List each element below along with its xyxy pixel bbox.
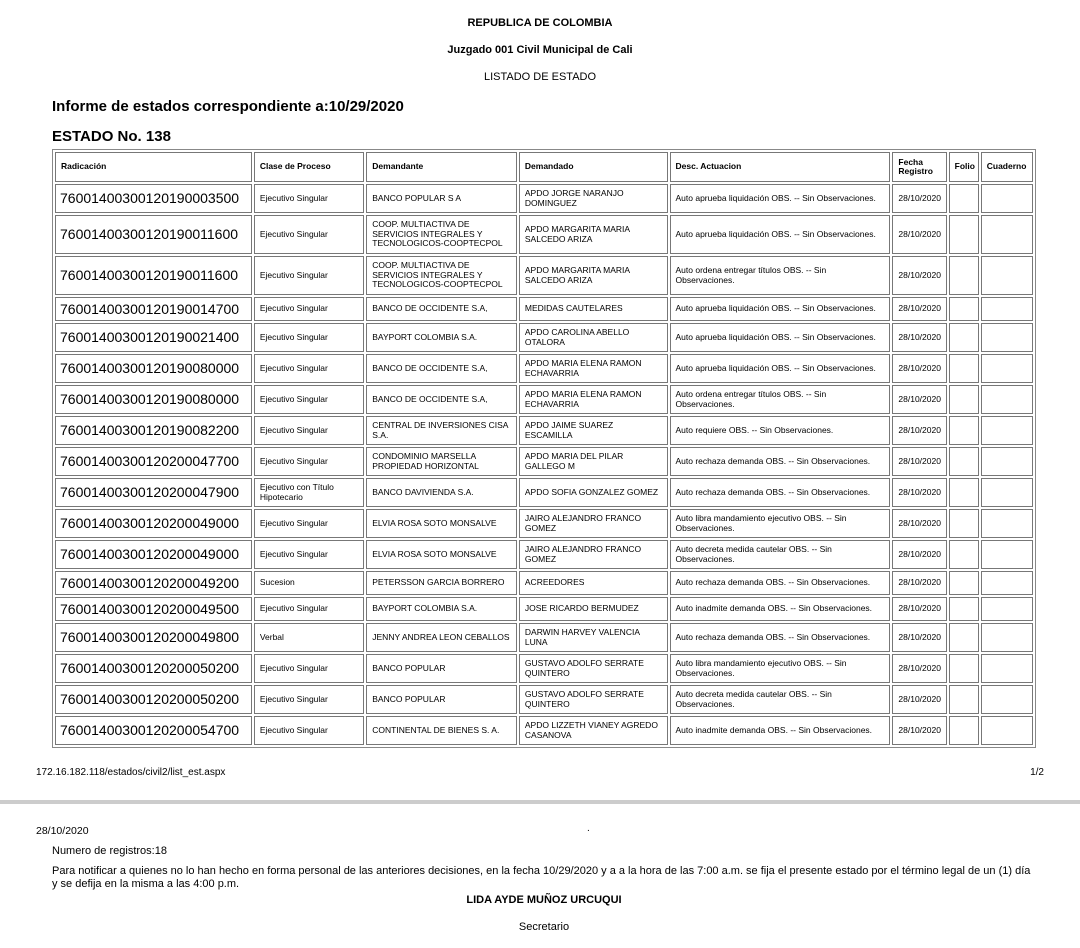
cell-desc-actuacion: Auto aprueba liquidación OBS. -- Sin Observaciones. [670,215,891,254]
cell-cuaderno [981,685,1033,714]
cell-demandante: PETERSSON GARCIA BORRERO [366,571,517,595]
cell-radicacion: 76001400300120200049000 [55,540,252,569]
table-row [55,385,1033,414]
cell-desc-actuacion: Auto rechaza demanda OBS. -- Sin Observaciones. [670,478,891,507]
cell-folio [949,297,979,321]
cell-demandado: APDO MARIA ELENA RAMON ECHAVARRIA [519,385,668,414]
cell-cuaderno [981,623,1033,652]
table-header-row [55,152,1033,182]
table-body [55,184,1033,745]
cell-demandado: APDO MARGARITA MARIA SALCEDO ARIZA [519,256,668,295]
cell-demandante: COOP. MULTIACTIVA DE SERVICIOS INTEGRALES Y TECNOLOGICOS-COOPTECPOL [366,215,517,254]
footer-url: 172.16.182.118/estados/civil2/list_est.aspx [36,767,226,778]
cell-demandante: BANCO DE OCCIDENTE S.A, [366,385,517,414]
cell-cuaderno [981,509,1033,538]
cell-desc-actuacion: Auto inadmite demanda OBS. -- Sin Observaciones. [670,716,891,745]
cell-fecha-registro: 28/10/2020 [892,571,946,595]
table-row [55,478,1033,507]
cell-demandado: JAIRO ALEJANDRO FRANCO GOMEZ [519,509,668,538]
cell-radicacion: 76001400300120200049200 [55,571,252,595]
cell-clase-proceso: Ejecutivo Singular [254,685,364,714]
cell-desc-actuacion: Auto ordena entregar títulos OBS. -- Sin Observaciones. [670,256,891,295]
record-count: Numero de registros:18 [52,845,167,857]
cell-demandante: BAYPORT COLOMBIA S.A. [366,597,517,621]
cell-radicacion: 76001400300120200049000 [55,509,252,538]
table-row [55,540,1033,569]
table-row [55,716,1033,745]
cell-demandado: APDO CAROLINA ABELLO OTALORA [519,323,668,352]
cell-fecha-registro: 28/10/2020 [892,215,946,254]
cell-fecha-registro: 28/10/2020 [892,256,946,295]
cell-folio [949,447,979,476]
cell-folio [949,597,979,621]
cell-cuaderno [981,478,1033,507]
cell-demandante: BAYPORT COLOMBIA S.A. [366,323,517,352]
estado-title: ESTADO No. 138 [52,128,171,145]
cell-demandado: GUSTAVO ADOLFO SERRATE QUINTERO [519,685,668,714]
table-row [55,416,1033,445]
cell-demandado: JAIRO ALEJANDRO FRANCO GOMEZ [519,540,668,569]
cell-folio [949,354,979,383]
page-number: 1/2 [1030,767,1044,778]
cell-fecha-registro: 28/10/2020 [892,716,946,745]
cell-radicacion: 76001400300120200047900 [55,478,252,507]
cell-cuaderno [981,354,1033,383]
cell-fecha-registro: 28/10/2020 [892,540,946,569]
cell-fecha-registro: 28/10/2020 [892,354,946,383]
cell-radicacion: 76001400300120190082200 [55,416,252,445]
cell-demandado: APDO LIZZETH VIANEY AGREDO CASANOVA [519,716,668,745]
notification-text: Para notificar a quienes no lo han hecho en forma personal de las anteriores decisiones, en la fecha 10/29/2020 y a a la hora de las 7:00 a.m. se fija el presente estado por el término legal de un (1) día y se defija en la misma a las 4:00 p.m. [52,865,1031,890]
col-demandado: Demandado [519,152,668,182]
cell-radicacion: 76001400300120190014700 [55,297,252,321]
cell-folio [949,323,979,352]
table-row [55,685,1033,714]
cell-radicacion: 76001400300120190011600 [55,256,252,295]
col-desc-actuacion: Desc. Actuacion [670,152,891,182]
cell-clase-proceso: Ejecutivo Singular [254,354,364,383]
cell-desc-actuacion: Auto rechaza demanda OBS. -- Sin Observaciones. [670,571,891,595]
cell-clase-proceso: Ejecutivo Singular [254,540,364,569]
cell-clase-proceso: Ejecutivo Singular [254,716,364,745]
cell-radicacion: 76001400300120190021400 [55,323,252,352]
cell-demandado: APDO MARGARITA MARIA SALCEDO ARIZA [519,215,668,254]
cell-clase-proceso: Ejecutivo Singular [254,509,364,538]
cell-clase-proceso: Ejecutivo Singular [254,256,364,295]
cell-fecha-registro: 28/10/2020 [892,184,946,213]
cell-desc-actuacion: Auto decreta medida cautelar OBS. -- Sin Observaciones. [670,685,891,714]
cell-demandado: JOSE RICARDO BERMUDEZ [519,597,668,621]
cell-demandante: JENNY ANDREA LEON CEBALLOS [366,623,517,652]
table-row [55,354,1033,383]
cell-radicacion: 76001400300120200050200 [55,685,252,714]
cell-desc-actuacion: Auto aprueba liquidación OBS. -- Sin Observaciones. [670,323,891,352]
cell-desc-actuacion: Auto rechaza demanda OBS. -- Sin Observaciones. [670,623,891,652]
page-separator [0,800,1080,804]
cell-fecha-registro: 28/10/2020 [892,447,946,476]
cell-demandado: APDO JAIME SUAREZ ESCAMILLA [519,416,668,445]
cell-fecha-registro: 28/10/2020 [892,597,946,621]
cell-demandante: BANCO DAVIVIENDA S.A. [366,478,517,507]
cell-demandante: BANCO POPULAR [366,685,517,714]
cell-cuaderno [981,184,1033,213]
cell-fecha-registro: 28/10/2020 [892,478,946,507]
cell-radicacion: 76001400300120190011600 [55,215,252,254]
cell-clase-proceso: Ejecutivo Singular [254,323,364,352]
cell-clase-proceso: Sucesion [254,571,364,595]
cell-demandante: BANCO DE OCCIDENTE S.A, [366,297,517,321]
cell-desc-actuacion: Auto decreta medida cautelar OBS. -- Sin Observaciones. [670,540,891,569]
cell-folio [949,571,979,595]
cell-radicacion: 76001400300120190080000 [55,354,252,383]
col-folio: Folio [949,152,979,182]
cell-folio [949,184,979,213]
cell-radicacion: 76001400300120200049500 [55,597,252,621]
cell-folio [949,256,979,295]
cell-folio [949,478,979,507]
cell-demandante: CONTINENTAL DE BIENES S. A. [366,716,517,745]
cell-fecha-registro: 28/10/2020 [892,323,946,352]
cell-folio [949,716,979,745]
cell-folio [949,685,979,714]
table-row [55,654,1033,683]
cell-clase-proceso: Ejecutivo Singular [254,297,364,321]
cell-demandante: COOP. MULTIACTIVA DE SERVICIOS INTEGRALES Y TECNOLOGICOS-COOPTECPOL [366,256,517,295]
cell-desc-actuacion: Auto ordena entregar títulos OBS. -- Sin Observaciones. [670,385,891,414]
cell-folio [949,385,979,414]
table-row [55,509,1033,538]
cell-folio [949,416,979,445]
cell-radicacion: 76001400300120190080000 [55,385,252,414]
cell-clase-proceso: Ejecutivo Singular [254,447,364,476]
cell-desc-actuacion: Auto inadmite demanda OBS. -- Sin Observaciones. [670,597,891,621]
cell-demandante: ELVIA ROSA SOTO MONSALVE [366,509,517,538]
cell-desc-actuacion: Auto requiere OBS. -- Sin Observaciones. [670,416,891,445]
cell-fecha-registro: 28/10/2020 [892,685,946,714]
cell-demandado: APDO MARIA DEL PILAR GALLEGO M [519,447,668,476]
cell-radicacion: 76001400300120200049800 [55,623,252,652]
header-court: Juzgado 001 Civil Municipal de Cali [447,44,633,56]
table-row [55,323,1033,352]
cell-demandado: MEDIDAS CAUTELARES [519,297,668,321]
cell-cuaderno [981,716,1033,745]
cell-folio [949,623,979,652]
cell-folio [949,509,979,538]
cell-desc-actuacion: Auto aprueba liquidación OBS. -- Sin Observaciones. [670,354,891,383]
cell-cuaderno [981,215,1033,254]
cell-radicacion: 76001400300120200054700 [55,716,252,745]
table-row [55,447,1033,476]
cell-fecha-registro: 28/10/2020 [892,623,946,652]
cell-demandante: CONDOMINIO MARSELLA PROPIEDAD HORIZONTAL [366,447,517,476]
cell-desc-actuacion: Auto rechaza demanda OBS. -- Sin Observaciones. [670,447,891,476]
cell-demandante: CENTRAL DE INVERSIONES CISA S.A. [366,416,517,445]
table-row [55,571,1033,595]
cell-cuaderno [981,654,1033,683]
cell-cuaderno [981,571,1033,595]
cell-clase-proceso: Ejecutivo Singular [254,215,364,254]
cell-clase-proceso: Ejecutivo Singular [254,654,364,683]
cell-clase-proceso: Ejecutivo Singular [254,385,364,414]
cell-demandante: BANCO POPULAR [366,654,517,683]
cell-demandado: APDO JORGE NARANJO DOMINGUEZ [519,184,668,213]
cell-clase-proceso: Ejecutivo Singular [254,184,364,213]
cell-folio [949,540,979,569]
col-demandante: Demandante [366,152,517,182]
cell-cuaderno [981,416,1033,445]
col-radicacion: Radicación [55,152,252,182]
cell-demandante: BANCO DE OCCIDENTE S.A, [366,354,517,383]
cell-desc-actuacion: Auto aprueba liquidación OBS. -- Sin Observaciones. [670,297,891,321]
cell-cuaderno [981,385,1033,414]
cell-clase-proceso: Ejecutivo Singular [254,597,364,621]
cell-cuaderno [981,297,1033,321]
table-row [55,297,1033,321]
cell-fecha-registro: 28/10/2020 [892,297,946,321]
table-row [55,623,1033,652]
cell-folio [949,654,979,683]
cell-demandado: DARWIN HARVEY VALENCIA LUNA [519,623,668,652]
cell-demandado: APDO SOFIA GONZALEZ GOMEZ [519,478,668,507]
table-row [55,256,1033,295]
table-row [55,215,1033,254]
cell-clase-proceso: Ejecutivo con Título Hipotecario [254,478,364,507]
cell-cuaderno [981,256,1033,295]
cell-radicacion: 76001400300120190003500 [55,184,252,213]
cell-fecha-registro: 28/10/2020 [892,509,946,538]
signer-name: LIDA AYDE MUÑOZ URCUQUI [466,894,622,906]
print-date: 28/10/2020 [36,825,89,837]
cell-desc-actuacion: Auto libra mandamiento ejecutivo OBS. -- Sin Observaciones. [670,509,891,538]
report-title: Informe de estados correspondiente a:10/29/2020 [52,98,404,115]
cell-clase-proceso: Verbal [254,623,364,652]
cell-demandado: ACREEDORES [519,571,668,595]
col-fecha-registro: Fecha Registro [892,152,946,182]
table-row [55,184,1033,213]
cell-cuaderno [981,540,1033,569]
cell-demandado: GUSTAVO ADOLFO SERRATE QUINTERO [519,654,668,683]
col-clase-proceso: Clase de Proceso [254,152,364,182]
cell-radicacion: 76001400300120200047700 [55,447,252,476]
table-row [55,597,1033,621]
cell-clase-proceso: Ejecutivo Singular [254,416,364,445]
cell-fecha-registro: 28/10/2020 [892,654,946,683]
cell-fecha-registro: 28/10/2020 [892,385,946,414]
signer-role: Secretario [518,921,570,933]
col-cuaderno: Cuaderno [981,152,1033,182]
cell-cuaderno [981,597,1033,621]
cell-cuaderno [981,447,1033,476]
cell-desc-actuacion: Auto aprueba liquidación OBS. -- Sin Observaciones. [670,184,891,213]
cell-demandante: ELVIA ROSA SOTO MONSALVE [366,540,517,569]
estados-table [52,149,1036,748]
header-country: REPUBLICA DE COLOMBIA [467,17,613,29]
header-listing: LISTADO DE ESTADO [483,71,597,83]
cell-demandante: BANCO POPULAR S A [366,184,517,213]
cell-fecha-registro: 28/10/2020 [892,416,946,445]
stray-dot: . [587,823,590,834]
cell-folio [949,215,979,254]
cell-cuaderno [981,323,1033,352]
cell-desc-actuacion: Auto libra mandamiento ejecutivo OBS. -- Sin Observaciones. [670,654,891,683]
cell-radicacion: 76001400300120200050200 [55,654,252,683]
cell-demandado: APDO MARIA ELENA RAMON ECHAVARRIA [519,354,668,383]
